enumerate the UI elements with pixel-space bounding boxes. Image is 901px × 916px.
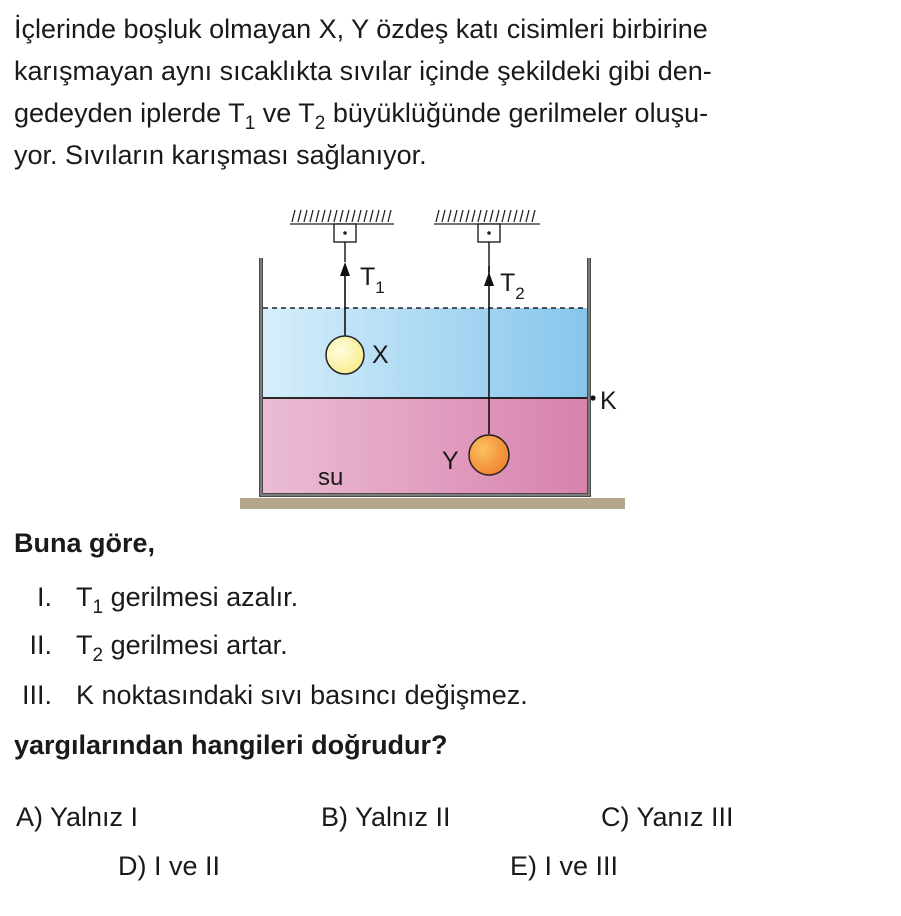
hook-right [478,224,500,242]
statement-2 [0,625,890,665]
statement-3-text: K noktasındaki sıvı basıncı değişmez. [76,680,528,710]
option-d[interactable]: D) I ve II [118,851,221,881]
statement-1-number: I. [36,582,52,612]
ground [240,498,625,509]
question-lead: Buna göre, [14,528,156,558]
label-x: X [372,341,389,369]
question-intro [14,8,894,176]
statement-3 [0,675,890,715]
statement-1-text: $T_1$ gerilmesi azalır. [76,582,299,618]
label-t2: $T_2$ [500,269,525,303]
label-y: Y [442,447,459,475]
statement-3-number: III. [21,680,52,710]
question-prompt: yargılarından hangileri doğrudur? [14,730,448,760]
option-e[interactable]: E) I ve III [510,851,619,881]
ball-x [326,336,364,374]
option-b[interactable]: B) Yalnız II [321,802,451,832]
option-c[interactable]: C) Yanız III [601,802,734,832]
hook-left [334,224,356,242]
ball-y [469,435,509,475]
intro-line-4: yor. Sıvıların karışması sağlanıyor. [14,140,427,170]
intro-line-3: gedeyden iplerde $T_1$ ve $T_2$ büyüklüğünde gerilmeler oluşu- [14,98,709,134]
label-k: K [600,387,617,415]
statement-1 [0,577,890,617]
upper-liquid [263,308,587,398]
ceiling-left [290,210,394,224]
intro-line-2: karışmayan aynı sıcaklıkta sıvılar içinde şekildeki gibi den- [14,56,712,86]
statement-2-number: II. [29,630,52,660]
physics-figure [0,190,901,520]
intro-line-1: İçlerinde boşluk olmayan X, Y özdeş katı cisimleri birbirine [14,14,708,44]
lower-liquid [263,398,587,493]
arrow-t2 [484,272,494,286]
arrow-t1 [340,262,350,276]
point-k [590,395,595,400]
statement-2-text: $T_2$ gerilmesi artar. [76,630,288,666]
option-a[interactable]: A) Yalnız I [16,802,139,832]
label-t1: $T_1$ [360,263,385,297]
ceiling-right [434,210,540,224]
label-su: su [318,464,344,491]
